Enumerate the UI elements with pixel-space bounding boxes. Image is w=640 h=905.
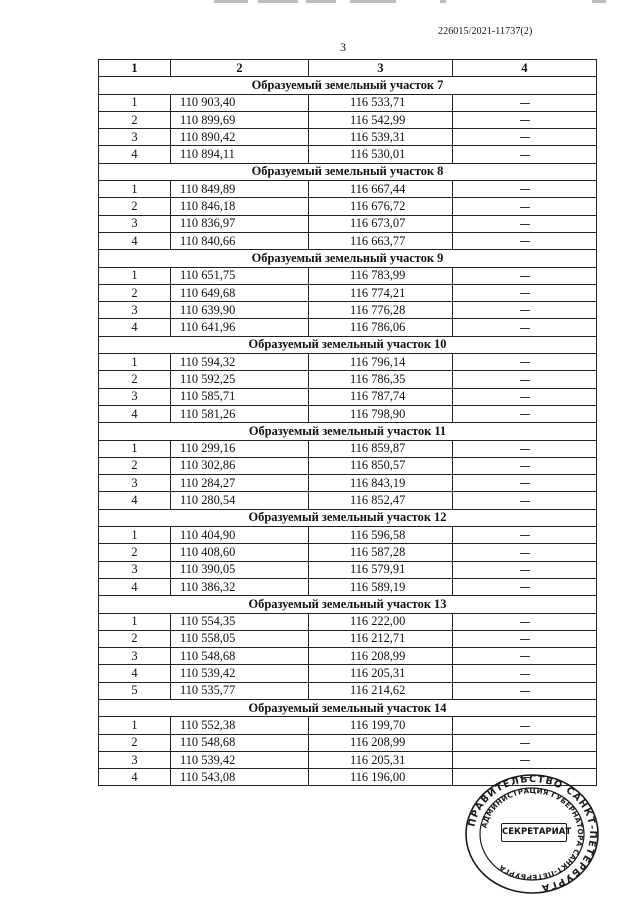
section-title: Образуемый земельный участок 11 (99, 423, 597, 440)
table-row (99, 475, 597, 492)
y-coordinate-cell: 116 196,00 (309, 769, 453, 786)
empty-dash-mark (520, 137, 530, 138)
scan-artifact-top (0, 0, 640, 6)
section-header-row (99, 699, 597, 716)
section-header-row (99, 250, 597, 267)
section-header-row (99, 596, 597, 613)
notes-cell (453, 267, 597, 284)
point-number-cell: 2 (99, 630, 171, 647)
y-coordinate-cell: 116 579,91 (309, 561, 453, 578)
notes-cell (453, 492, 597, 509)
notes-cell (453, 181, 597, 198)
empty-dash-mark (520, 207, 530, 208)
x-coordinate-cell: 110 539,42 (171, 751, 309, 768)
notes-cell (453, 630, 597, 647)
y-coordinate-cell: 116 663,77 (309, 232, 453, 249)
y-coordinate-cell: 116 843,19 (309, 475, 453, 492)
table-row (99, 181, 597, 198)
point-number-cell: 1 (99, 354, 171, 371)
notes-cell (453, 544, 597, 561)
x-coordinate-cell: 110 390,05 (171, 561, 309, 578)
x-coordinate-cell: 110 539,42 (171, 665, 309, 682)
table-row (99, 648, 597, 665)
x-coordinate-cell: 110 548,68 (171, 648, 309, 665)
point-number-cell: 2 (99, 544, 171, 561)
point-number-cell: 2 (99, 111, 171, 128)
point-number-cell: 5 (99, 682, 171, 699)
y-coordinate-cell: 116 208,99 (309, 734, 453, 751)
x-coordinate-cell: 110 404,90 (171, 527, 309, 544)
point-number-cell: 1 (99, 440, 171, 457)
table-row (99, 630, 597, 647)
x-coordinate-cell: 110 836,97 (171, 215, 309, 232)
notes-cell (453, 648, 597, 665)
x-coordinate-cell: 110 552,38 (171, 717, 309, 734)
point-number-cell: 4 (99, 578, 171, 595)
table-row (99, 544, 597, 561)
empty-dash-mark (520, 397, 530, 398)
x-coordinate-cell: 110 548,68 (171, 734, 309, 751)
empty-dash-mark (520, 328, 530, 329)
notes-cell (453, 319, 597, 336)
y-coordinate-cell: 116 208,99 (309, 648, 453, 665)
empty-dash-mark (520, 120, 530, 121)
table-row (99, 284, 597, 301)
empty-dash-mark (520, 224, 530, 225)
table-row (99, 146, 597, 163)
notes-cell (453, 129, 597, 146)
section-title: Образуемый земельный участок 9 (99, 250, 597, 267)
x-coordinate-cell: 110 585,71 (171, 388, 309, 405)
point-number-cell: 4 (99, 405, 171, 422)
y-coordinate-cell: 116 783,99 (309, 267, 453, 284)
notes-cell (453, 527, 597, 544)
notes-cell (453, 578, 597, 595)
x-coordinate-cell: 110 302,86 (171, 457, 309, 474)
empty-dash-mark (520, 570, 530, 571)
notes-cell (453, 371, 597, 388)
notes-cell (453, 457, 597, 474)
y-coordinate-cell: 116 596,58 (309, 527, 453, 544)
point-number-cell: 3 (99, 751, 171, 768)
table-row (99, 198, 597, 215)
x-coordinate-cell: 110 846,18 (171, 198, 309, 215)
point-number-cell: 4 (99, 319, 171, 336)
y-coordinate-cell: 116 798,90 (309, 405, 453, 422)
table-row (99, 215, 597, 232)
section-title: Образуемый земельный участок 13 (99, 596, 597, 613)
section-header-row (99, 423, 597, 440)
point-number-cell: 3 (99, 129, 171, 146)
y-coordinate-cell: 116 214,62 (309, 682, 453, 699)
y-coordinate-cell: 116 205,31 (309, 751, 453, 768)
point-number-cell: 3 (99, 215, 171, 232)
table-row (99, 527, 597, 544)
empty-dash-mark (520, 483, 530, 484)
y-coordinate-cell: 116 530,01 (309, 146, 453, 163)
point-number-cell: 4 (99, 492, 171, 509)
stamp-center-label: СЕКРЕТАРИАТ (501, 823, 567, 842)
empty-dash-mark (520, 466, 530, 467)
y-coordinate-cell: 116 222,00 (309, 613, 453, 630)
point-number-cell: 4 (99, 769, 171, 786)
y-coordinate-cell: 116 533,71 (309, 94, 453, 111)
notes-cell (453, 146, 597, 163)
notes-cell (453, 215, 597, 232)
empty-dash-mark (520, 760, 530, 761)
table-row (99, 129, 597, 146)
y-coordinate-cell: 116 852,47 (309, 492, 453, 509)
empty-dash-mark (520, 310, 530, 311)
empty-dash-mark (520, 743, 530, 744)
table-row (99, 302, 597, 319)
y-coordinate-cell: 116 786,35 (309, 371, 453, 388)
table-row (99, 578, 597, 595)
column-header: 4 (453, 60, 597, 77)
point-number-cell: 2 (99, 457, 171, 474)
x-coordinate-cell: 110 592,25 (171, 371, 309, 388)
column-header: 3 (309, 60, 453, 77)
coordinates-table-body (99, 60, 597, 786)
x-coordinate-cell: 110 594,32 (171, 354, 309, 371)
notes-cell (453, 475, 597, 492)
notes-cell (453, 613, 597, 630)
point-number-cell: 1 (99, 181, 171, 198)
point-number-cell: 2 (99, 198, 171, 215)
y-coordinate-cell: 116 199,70 (309, 717, 453, 734)
notes-cell (453, 717, 597, 734)
y-coordinate-cell: 116 850,57 (309, 457, 453, 474)
y-coordinate-cell: 116 542,99 (309, 111, 453, 128)
table-row (99, 371, 597, 388)
point-number-cell: 3 (99, 648, 171, 665)
empty-dash-mark (520, 155, 530, 156)
table-row (99, 751, 597, 768)
notes-cell (453, 561, 597, 578)
table-row (99, 492, 597, 509)
notes-cell (453, 405, 597, 422)
y-coordinate-cell: 116 589,19 (309, 578, 453, 595)
x-coordinate-cell: 110 386,32 (171, 578, 309, 595)
section-title: Образуемый земельный участок 14 (99, 699, 597, 716)
point-number-cell: 2 (99, 734, 171, 751)
notes-cell (453, 354, 597, 371)
point-number-cell: 3 (99, 302, 171, 319)
y-coordinate-cell: 116 786,06 (309, 319, 453, 336)
empty-dash-mark (520, 189, 530, 190)
empty-dash-mark (520, 380, 530, 381)
x-coordinate-cell: 110 890,42 (171, 129, 309, 146)
table-row (99, 111, 597, 128)
table-row (99, 440, 597, 457)
empty-dash-mark (520, 362, 530, 363)
y-coordinate-cell: 116 667,44 (309, 181, 453, 198)
y-coordinate-cell: 116 859,87 (309, 440, 453, 457)
x-coordinate-cell: 110 581,26 (171, 405, 309, 422)
svg-text:АДМИНИСТРАЦИЯ ГУБЕРНАТОРА САНК: АДМИНИСТРАЦИЯ ГУБЕРНАТОРА САНКТ-ПЕТЕРБУРГА (479, 785, 586, 883)
empty-dash-mark (520, 622, 530, 623)
table-row (99, 561, 597, 578)
notes-cell (453, 111, 597, 128)
y-coordinate-cell: 116 673,07 (309, 215, 453, 232)
column-header: 2 (171, 60, 309, 77)
point-number-cell: 4 (99, 665, 171, 682)
table-row (99, 354, 597, 371)
notes-cell (453, 751, 597, 768)
point-number-cell: 3 (99, 388, 171, 405)
section-header-row (99, 336, 597, 353)
point-number-cell: 1 (99, 717, 171, 734)
notes-cell (453, 302, 597, 319)
x-coordinate-cell: 110 299,16 (171, 440, 309, 457)
section-header-row (99, 163, 597, 180)
section-title: Образуемый земельный участок 7 (99, 77, 597, 94)
notes-cell (453, 388, 597, 405)
notes-cell (453, 284, 597, 301)
table-row (99, 682, 597, 699)
notes-cell (453, 440, 597, 457)
empty-dash-mark (520, 449, 530, 450)
empty-dash-mark (520, 276, 530, 277)
point-number-cell: 2 (99, 284, 171, 301)
empty-dash-mark (520, 587, 530, 588)
y-coordinate-cell: 116 787,74 (309, 388, 453, 405)
section-title: Образуемый земельный участок 10 (99, 336, 597, 353)
table-row (99, 232, 597, 249)
empty-dash-mark (520, 691, 530, 692)
table-row (99, 267, 597, 284)
point-number-cell: 1 (99, 527, 171, 544)
x-coordinate-cell: 110 903,40 (171, 94, 309, 111)
table-row (99, 94, 597, 111)
section-title: Образуемый земельный участок 8 (99, 163, 597, 180)
y-coordinate-cell: 116 774,21 (309, 284, 453, 301)
x-coordinate-cell: 110 899,69 (171, 111, 309, 128)
y-coordinate-cell: 116 212,71 (309, 630, 453, 647)
page-number: 3 (340, 40, 346, 54)
empty-dash-mark (520, 501, 530, 502)
y-coordinate-cell: 116 796,14 (309, 354, 453, 371)
notes-cell (453, 198, 597, 215)
y-coordinate-cell: 116 539,31 (309, 129, 453, 146)
svg-text:ПРАВИТЕЛЬСТВО САНКТ-ПЕТЕРБУРГА: ПРАВИТЕЛЬСТВО САНКТ-ПЕТЕРБУРГА (466, 773, 599, 894)
point-number-cell: 1 (99, 267, 171, 284)
empty-dash-mark (520, 726, 530, 727)
secretariat-stamp (462, 772, 602, 896)
notes-cell (453, 734, 597, 751)
table-row (99, 388, 597, 405)
y-coordinate-cell: 116 676,72 (309, 198, 453, 215)
table-row (99, 717, 597, 734)
empty-dash-mark (520, 535, 530, 536)
table-row (99, 613, 597, 630)
notes-cell (453, 94, 597, 111)
y-coordinate-cell: 116 776,28 (309, 302, 453, 319)
document-number: 226015/2021-11737(2) (438, 26, 533, 37)
point-number-cell: 2 (99, 371, 171, 388)
x-coordinate-cell: 110 535,77 (171, 682, 309, 699)
x-coordinate-cell: 110 840,66 (171, 232, 309, 249)
empty-dash-mark (520, 103, 530, 104)
point-number-cell: 1 (99, 613, 171, 630)
x-coordinate-cell: 110 280,54 (171, 492, 309, 509)
point-number-cell: 3 (99, 475, 171, 492)
table-row (99, 405, 597, 422)
x-coordinate-cell: 110 649,68 (171, 284, 309, 301)
empty-dash-mark (520, 656, 530, 657)
notes-cell (453, 665, 597, 682)
table-row (99, 457, 597, 474)
section-header-row (99, 509, 597, 526)
x-coordinate-cell: 110 558,05 (171, 630, 309, 647)
x-coordinate-cell: 110 639,90 (171, 302, 309, 319)
y-coordinate-cell: 116 205,31 (309, 665, 453, 682)
column-header: 1 (99, 60, 171, 77)
empty-dash-mark (520, 639, 530, 640)
empty-dash-mark (520, 414, 530, 415)
table-row (99, 665, 597, 682)
x-coordinate-cell: 110 894,11 (171, 146, 309, 163)
table-row (99, 319, 597, 336)
section-header-row (99, 77, 597, 94)
y-coordinate-cell: 116 587,28 (309, 544, 453, 561)
empty-dash-mark (520, 553, 530, 554)
section-title: Образуемый земельный участок 12 (99, 509, 597, 526)
x-coordinate-cell: 110 849,89 (171, 181, 309, 198)
x-coordinate-cell: 110 284,27 (171, 475, 309, 492)
point-number-cell: 4 (99, 232, 171, 249)
point-number-cell: 4 (99, 146, 171, 163)
x-coordinate-cell: 110 408,60 (171, 544, 309, 561)
notes-cell (453, 232, 597, 249)
point-number-cell: 3 (99, 561, 171, 578)
point-number-cell: 1 (99, 94, 171, 111)
x-coordinate-cell: 110 641,96 (171, 319, 309, 336)
empty-dash-mark (520, 293, 530, 294)
coordinates-table (98, 59, 597, 786)
empty-dash-mark (520, 241, 530, 242)
table-header-row (99, 60, 597, 77)
x-coordinate-cell: 110 554,35 (171, 613, 309, 630)
table-row (99, 734, 597, 751)
x-coordinate-cell: 110 543,08 (171, 769, 309, 786)
empty-dash-mark (520, 674, 530, 675)
x-coordinate-cell: 110 651,75 (171, 267, 309, 284)
notes-cell (453, 682, 597, 699)
